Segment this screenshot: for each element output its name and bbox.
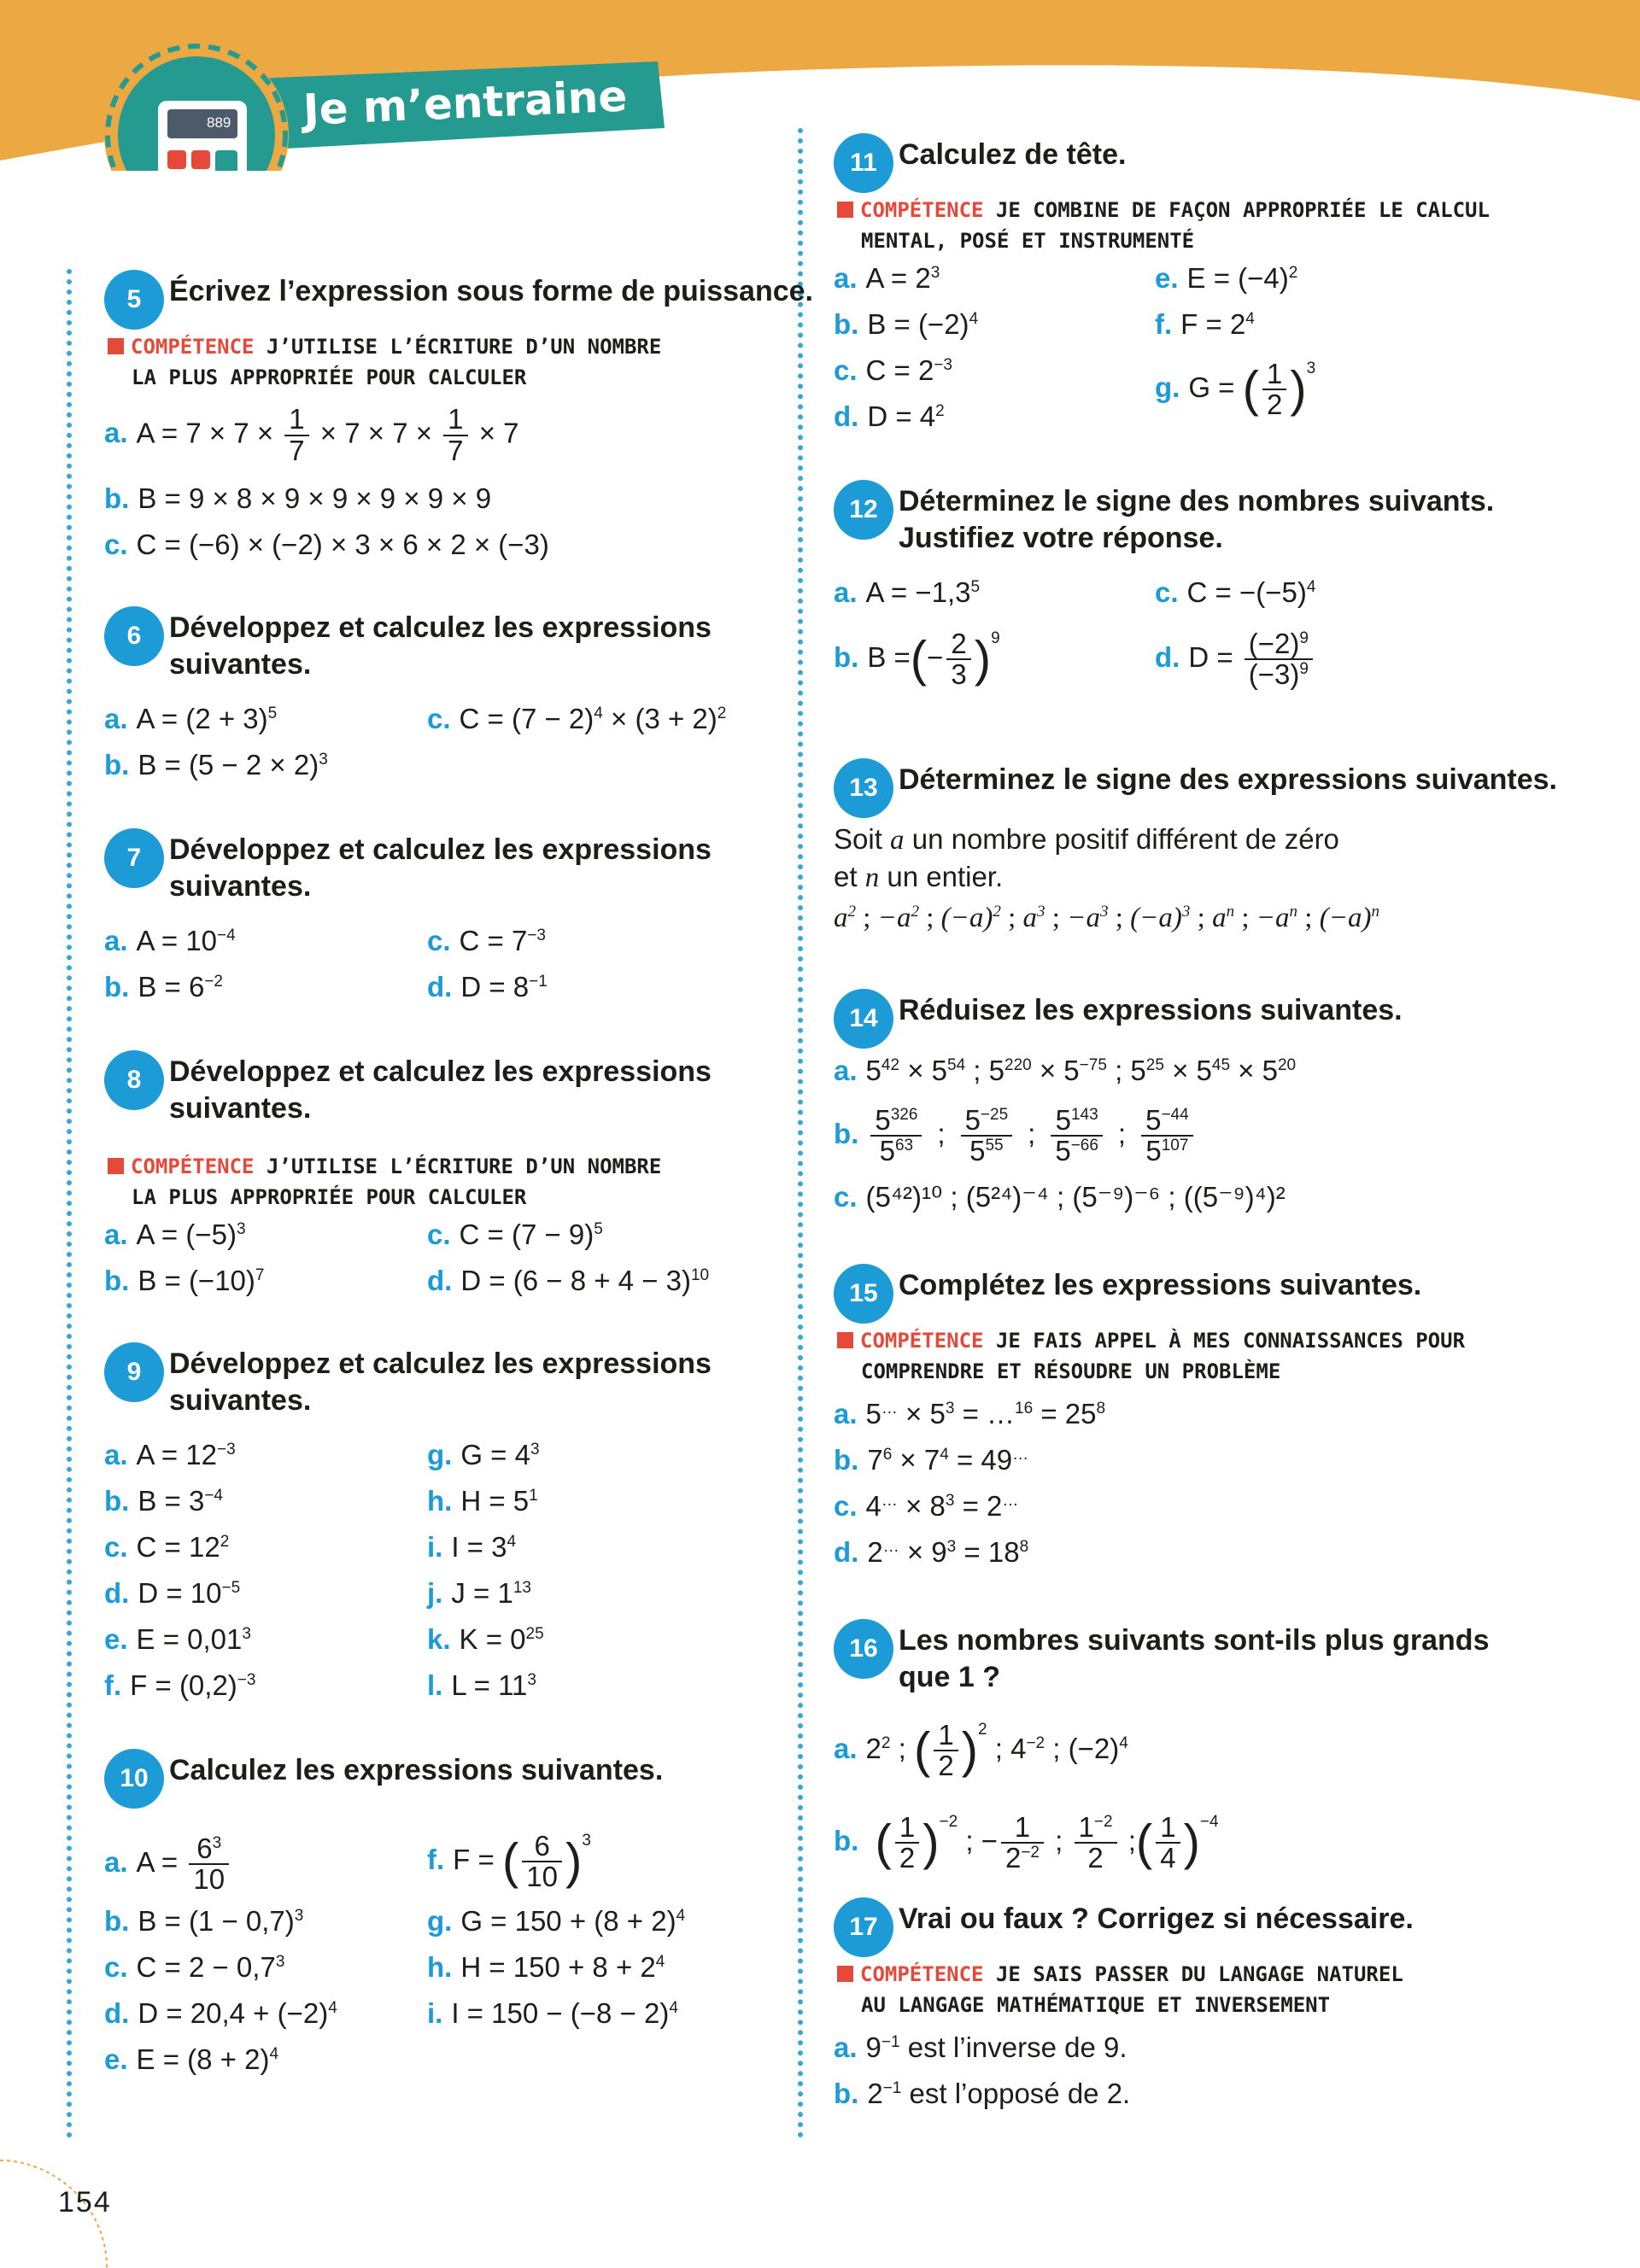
item-a: a. $5^{42} \times 5^{54}$ ; $5^{220} \times 5^{-75}$ ; $5^{25} \times 5^{45} \times 5^{20}$ xyxy=(834,1055,1297,1086)
statement-line-1: Soit a un nombre positif différent de zéro xyxy=(834,823,1339,856)
item-b: b. B = 9 × 8 × 9 × 9 × 9 × 9 × 9 xyxy=(104,482,492,514)
item-c: c. $C = (7 - 2)^4 \times (3 + 2)^2$ xyxy=(427,703,727,734)
calculator-icon xyxy=(158,101,247,171)
exercise-title: Calculez les expressions suivantes. xyxy=(169,1754,664,1786)
expression-term: a xyxy=(1022,903,1038,933)
expression-term: (−a) xyxy=(1319,903,1372,933)
expression-term: −a xyxy=(877,903,911,933)
item-c: c. $C = 7^{-3}$ xyxy=(427,925,546,956)
fraction: $\frac{5^{143}}{5^{-66}}$ xyxy=(1051,1106,1103,1166)
competence-line-2: LA PLUS APPROPRIÉE POUR CALCULER xyxy=(132,365,527,389)
item-a: a. A = 7 × 7 × $\frac{1}{7}$ × 7 × 7 × $\frac{1}{7}$ × 7 xyxy=(104,403,519,466)
exercise-number: 9 xyxy=(104,1342,164,1402)
item-e: e. $E = (8 + 2)^4$ xyxy=(104,2043,279,2075)
exercise-title: Calculez de tête. xyxy=(899,138,1127,171)
exercise-number: 17 xyxy=(834,1897,893,1957)
item-c: c. (5⁴²)¹⁰ ; (5²⁴)⁻⁴ ; (5⁻⁹)⁻⁶ ; ((5⁻⁹)⁴)² xyxy=(834,1181,1286,1213)
competence-line-2: LA PLUS APPROPRIÉE POUR CALCULER xyxy=(132,1185,527,1209)
exercise-number: 6 xyxy=(104,606,164,666)
exercise-number: 7 xyxy=(104,828,164,888)
item-d: d. $D = (6 - 8 + 4 - 3)^{10}$ xyxy=(427,1265,710,1296)
competence: COMPÉTENCE JE FAIS APPEL À MES CONNAISSANCES POUR xyxy=(837,1325,1465,1357)
item-c: c. $C = 2 - 0,7^3$ xyxy=(104,1951,285,1983)
item-e: e. $E = (-4)^2$ xyxy=(1155,262,1298,294)
item-b: b. $B = (-10)^7$ xyxy=(104,1265,265,1296)
exercise-title: Vrai ou faux ? Corrigez si nécessaire. xyxy=(899,1903,1414,1935)
item-a: a. $A = 12^{-3}$ xyxy=(104,1439,236,1470)
page-number: 154 xyxy=(58,2186,112,2218)
expression-term: a xyxy=(1212,903,1227,933)
item-b: b. $B = 3^{-4}$ xyxy=(104,1485,223,1517)
item-a: a. $A = 10^{-4}$ xyxy=(104,925,236,956)
competence-line-2: AU LANGAGE MATHÉMATIQUE ET INVERSEMENT xyxy=(861,1993,1331,2017)
exercise-title: Développez et calculez les expressions suivantes. xyxy=(169,1055,712,1125)
item-g: g. $G = 4^3$ xyxy=(427,1439,540,1470)
item-d: d. $D = 4^2$ xyxy=(834,400,945,432)
item-b: b. $2^{-1}$ est l’opposé de 2. xyxy=(834,2078,1131,2109)
fraction: $\frac{5^{-25}}{5^{55}}$ xyxy=(961,1106,1013,1166)
exercise-title: Déterminez le signe des nombres suivants. Justifiez votre réponse. xyxy=(899,485,1495,554)
competence-line-2: COMPRENDRE ET RÉSOUDRE UN PROBLÈME xyxy=(861,1359,1281,1383)
exercise-number: 8 xyxy=(104,1050,164,1110)
item-a: a. $2^2$ ; ( $\frac{1}{2}$ )$^2$ ; $4^{-2}$ ; $(-2)^4$ xyxy=(834,1718,1128,1782)
item-k: k. $K = 0^{25}$ xyxy=(427,1623,544,1655)
item-d: d. $D = 8^{-1}$ xyxy=(427,971,548,1002)
item-c: c. C = (−6) × (−2) × 3 × 6 × 2 × (−3) xyxy=(104,529,549,560)
item-d: d. $2^\dots \times 9^3 = 18^8$ xyxy=(834,1536,1029,1568)
item-i: i. $I = 3^4$ xyxy=(427,1531,517,1563)
item-a: a. $9^{-1}$ est l’inverse de 9. xyxy=(834,2031,1128,2063)
item-b: b. $7^6 \times 7^4 = 49^\dots$ xyxy=(834,1444,1029,1476)
competence: COMPÉTENCE J’UTILISE L’ÉCRITURE D’UN NOMBRE xyxy=(108,1151,661,1183)
item-d: d. D = $\frac{(-2)^9}{(-3)^9}$ xyxy=(1155,615,1316,700)
fraction: $\frac{5^{-44}}{5^{107}}$ xyxy=(1141,1106,1193,1166)
item-b: b. B =(− $\frac{2}{3}$ )$^9$ xyxy=(834,627,1000,691)
item-b: b. $\frac{5^{326}}{5^{63}}$ ; $\frac{5^{-25}}{5^{55}}$ ; $\frac{5^{143}}{5^{-66}}$ ; $\frac{5^{-44}}{5^{107}}$ xyxy=(834,1093,1197,1175)
exercise-title: Complétez les expressions suivantes. xyxy=(899,1269,1422,1301)
item-h: h. $H = 150 + 8 + 2^4$ xyxy=(427,1951,665,1983)
item-a: a. $A = -1,3^5$ xyxy=(834,576,981,608)
expression-term: (−a) xyxy=(1130,903,1182,933)
expression-term: −a xyxy=(1067,903,1100,933)
item-b: b. $B = (-2)^4$ xyxy=(834,308,979,340)
middle-ruler xyxy=(798,128,803,2139)
item-d: d. $D = 20,4 + (-2)^4$ xyxy=(104,1997,337,2029)
item-h: h. $H = 5^1$ xyxy=(427,1485,538,1517)
competence: COMPÉTENCE J’UTILISE L’ÉCRITURE D’UN NOMBRE xyxy=(108,331,661,363)
item-g: g. $G = 150 + (8 + 2)^4$ xyxy=(427,1905,686,1937)
exercise-number: 10 xyxy=(104,1749,164,1809)
exercise-title: Réduisez les expressions suivantes. xyxy=(899,994,1403,1026)
exercise-number: 11 xyxy=(834,133,893,193)
header-band xyxy=(0,0,1640,171)
item-i: i. $I = 150 - (-8 - 2)^4$ xyxy=(427,1997,678,2029)
exercise-number: 13 xyxy=(834,758,893,818)
exercise-number: 5 xyxy=(104,270,164,330)
competence: COMPÉTENCE JE SAIS PASSER DU LANGAGE NATUREL xyxy=(837,1959,1403,1990)
expression-term: −a xyxy=(1256,903,1290,933)
expression-term: (−a) xyxy=(940,903,993,933)
item-c: c. $C = -(-5)^4$ xyxy=(1155,576,1316,608)
exercise-title: Déterminez le signe des expressions suivantes. xyxy=(899,763,1557,796)
item-f: f. $F = 2^4$ xyxy=(1155,308,1255,340)
fraction: $\frac{5^{326}}{5^{63}}$ xyxy=(870,1106,922,1166)
item-a: a. $A = (-5)^3$ xyxy=(104,1219,246,1250)
statement-line-2: et n un entier. xyxy=(834,861,1004,893)
item-d: d. $D = 10^{-5}$ xyxy=(104,1577,241,1609)
item-b: b. $B = 6^{-2}$ xyxy=(104,971,223,1002)
item-b: b. $B = (1 - 0,7)^3$ xyxy=(104,1905,304,1937)
exercise-number: 16 xyxy=(834,1619,893,1679)
exercise-number: 15 xyxy=(834,1264,893,1324)
item-f: f. F = ( $\frac{6}{10}$ )$^3$ xyxy=(427,1829,591,1893)
item-c: c. $C = 2^{-3}$ xyxy=(834,354,952,386)
item-c: c. $C = 12^2$ xyxy=(104,1531,230,1563)
exercise-title: Développez et calculez les expressions suivantes. xyxy=(169,833,712,903)
item-a: a. $5^\dots \times 5^3$ = …$^{16}$ = $25^8$ xyxy=(834,1398,1106,1429)
exercise-number: 12 xyxy=(834,480,893,540)
competence: COMPÉTENCE JE COMBINE DE FAÇON APPROPRIÉE LE CALCUL xyxy=(837,195,1490,226)
item-j: j. $J = 1^{13}$ xyxy=(427,1577,531,1609)
item-l: l. $L = 11^3$ xyxy=(427,1669,536,1701)
calculator-display: 889 xyxy=(207,114,231,131)
item-g: g. G = ( $\frac{1}{2}$ )$^3$ xyxy=(1155,357,1316,421)
item-f: f. $F = (0,2)^{-3}$ xyxy=(104,1669,256,1701)
exercise-number: 14 xyxy=(834,989,893,1049)
item-a: a. $A = (2 + 3)^5$ xyxy=(104,703,278,734)
left-ruler xyxy=(67,269,72,2139)
exercise-title: Développez et calculez les expressions suivantes. xyxy=(169,1347,712,1417)
exercise-title: Développez et calculez les expressions suivantes. xyxy=(169,611,712,681)
item-a: a. A = $\frac{6^3}{10}$ xyxy=(104,1824,232,1901)
item-b: b. $B = (5 - 2 \times 2)^3$ xyxy=(104,749,328,780)
expression-term: a xyxy=(834,903,848,933)
exercise-title: Écrivez l’expression sous forme de puissance. xyxy=(169,275,813,307)
competence-line-2: MENTAL, POSÉ ET INSTRUMENTÉ xyxy=(861,229,1195,253)
item-c: c. $4^\dots \times 8^3 = 2^\dots$ xyxy=(834,1490,1019,1522)
expressions-list: $a^2$ ; $-a^2$ ; $(-a)^2$ ; $a^3$ ; $-a^3$ ; $(-a)^3$ ; $a^n$ ; $-a^n$ ; $(-a)^n$ xyxy=(834,903,1379,933)
item-e: e. $E = 0,01^3$ xyxy=(104,1623,251,1655)
item-c: c. $C = (7 - 9)^5$ xyxy=(427,1219,603,1250)
exercise-title: Les nombres suivants sont-ils plus grands que 1 ? xyxy=(899,1624,1490,1693)
item-a: a. $A = 2^3$ xyxy=(834,262,940,294)
page-title: Je m’entraine xyxy=(302,71,629,135)
item-b: b. ( $\frac{1}{2}$ )$^{-2}$ ; − $\frac{1}{2^{-2}}$ ; $\frac{1^{-2}}{2}$ ;( $\frac{1}{4}$ )$^{-4}$ xyxy=(834,1810,1219,1874)
